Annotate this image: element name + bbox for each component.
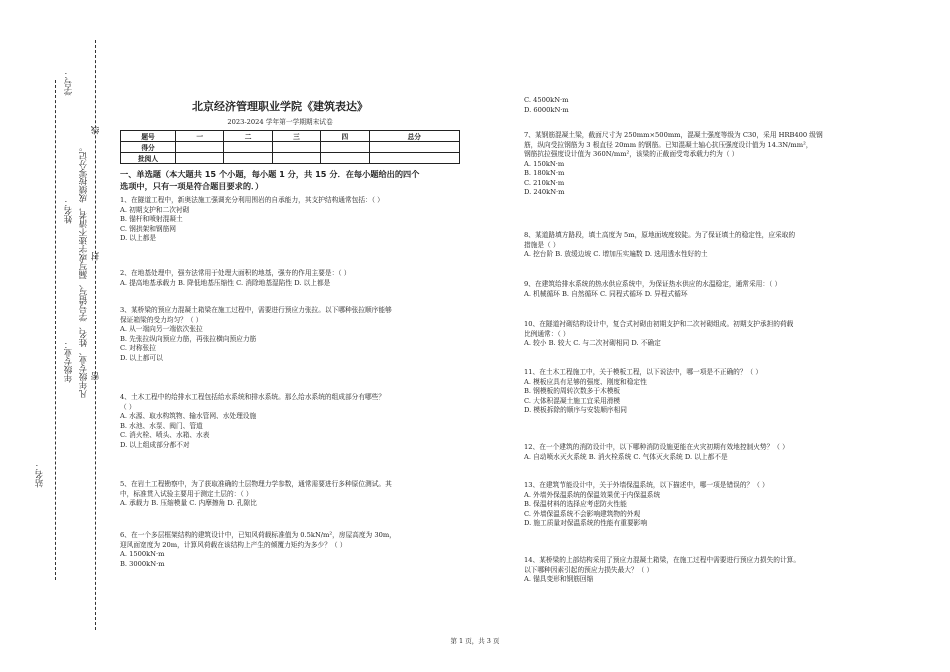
answer-option[interactable]: B. 先张拉纵向预应力筋，再张拉横向预应力筋 bbox=[120, 334, 257, 343]
answer-option[interactable]: A. 自动喷水灭火系统 B. 消火栓系统 C. 气体灭火系统 D. 以上都不是 bbox=[524, 452, 728, 461]
question-block bbox=[524, 556, 800, 585]
answer-option[interactable]: A. 提高地基承载力 B. 降低地基压缩性 C. 消除地基湿陷性 D. 以上都是 bbox=[120, 278, 331, 287]
margin-field-line bbox=[55, 80, 56, 580]
answer-option[interactable]: C. 210kN·m bbox=[524, 178, 565, 187]
question-stem: 14、某桥梁的上部结构采用了预应力混凝土箱梁，在施工过程中需要进行预应力损失的计算。 bbox=[524, 556, 801, 564]
question-stem: 钢筋抗拉强度设计值为 360N/mm²，该梁的正截面受弯承载力约为（ ） bbox=[524, 150, 739, 159]
question-stem: 4、土木工程中的给排水工程包括给水系统和排水系统。那么给水系统的组成部分有哪些？ bbox=[120, 393, 386, 401]
question-stem: 中，标准贯入试验主要用于测定土层的：（ ） bbox=[120, 489, 253, 498]
answer-option[interactable]: B. 水池、水泵、阀门、管道 bbox=[120, 421, 203, 430]
answer-option[interactable]: C. 大体积混凝土施工宜采用滑模 bbox=[524, 396, 621, 405]
margin-seal-char: 密 bbox=[91, 372, 101, 381]
question-block bbox=[524, 368, 762, 416]
answer-option[interactable]: C. 消火栓、喷头、水箱、水表 bbox=[120, 431, 210, 440]
answer-option[interactable]: C. 钢拱架和钢筋网 bbox=[120, 224, 176, 233]
reviewer-cell[interactable] bbox=[321, 153, 369, 164]
question-block bbox=[120, 480, 392, 509]
question-block bbox=[120, 531, 396, 569]
answer-option[interactable]: A. 150kN·m bbox=[524, 159, 565, 168]
score-cell[interactable] bbox=[369, 142, 460, 153]
question-block bbox=[120, 393, 385, 450]
answer-option[interactable]: A. 从一端向另一端依次张拉 bbox=[120, 325, 203, 334]
section1-heading bbox=[120, 169, 465, 193]
score-col-2: 二 bbox=[224, 131, 272, 142]
answer-option[interactable]: A. 外墙外保温系统的保温效果优于内保温系统 bbox=[524, 490, 661, 499]
question-stem: （ ） bbox=[120, 402, 136, 411]
reviewer-row-label: 批阅人 bbox=[121, 153, 176, 164]
section1-heading-line: 一、单选题（本大题共 15 个小题，每小题 1 分，共 15 分．在每小题给出的四个 bbox=[120, 169, 420, 179]
answer-option[interactable]: D. 施工质量对保温系统的性能有重要影响 bbox=[524, 519, 648, 528]
margin-warning-text: 凡年级专业、姓名、学号错写、漏写或字迹不清者，成绩按零分记。 bbox=[79, 143, 89, 398]
score-row-label: 得分 bbox=[121, 142, 176, 153]
question-block bbox=[524, 280, 781, 299]
question-stem: 5、在岩土工程勘察中，为了获取准确的土层物理力学参数，通常需要进行多种原位测试。其 bbox=[120, 480, 392, 488]
question-stem: 10、在隧道衬砌结构设计中，复合式衬砌由初期支护和二次衬砌组成。初期支护承担的荷载 bbox=[524, 320, 794, 328]
score-col-3: 三 bbox=[272, 131, 320, 142]
question-stem: 比例通常：（ ） bbox=[524, 329, 570, 338]
reviewer-cell[interactable] bbox=[272, 153, 320, 164]
answer-option[interactable]: A. 锚具变形和钢筋回缩 bbox=[524, 575, 594, 584]
question-stem: 6、在一个多层框架结构的建筑设计中，已知风荷载标准值为 0.5kN/m²，房屋高度为 30m， bbox=[120, 531, 396, 539]
margin-binding-char: 封 bbox=[91, 252, 101, 261]
question-stem: 7、某钢筋混凝土梁，截面尺寸为 250mm×500mm，混凝土强度等级为 C30，采用 HRB400 级钢 bbox=[524, 131, 823, 139]
answer-option[interactable]: D. 以上都是 bbox=[120, 234, 157, 243]
margin-grade-major-label: 年级专业： bbox=[64, 340, 74, 383]
answer-option[interactable]: D. 模板拆除的顺序与安装顺序相同 bbox=[524, 406, 627, 415]
answer-option[interactable]: D. 以上组成部分都不对 bbox=[120, 440, 190, 449]
reviewer-cell[interactable] bbox=[369, 153, 460, 164]
question-block bbox=[524, 96, 569, 115]
score-cell[interactable] bbox=[321, 142, 369, 153]
question-stem: 迎风面宽度为 20m，计算风荷载在该结构上产生的倾覆力矩约为多少？（ ） bbox=[120, 540, 347, 549]
question-block bbox=[524, 443, 789, 462]
question-stem: 措施是（ ） bbox=[524, 240, 560, 249]
answer-option[interactable]: A. 初期支护和二次衬砌 bbox=[120, 205, 190, 214]
answer-option[interactable]: A. 机械循环 B. 自然循环 C. 同程式循环 D. 异程式循环 bbox=[524, 289, 688, 298]
answer-option[interactable]: D. 240kN·m bbox=[524, 188, 565, 197]
margin-name-label: 姓名： bbox=[64, 198, 74, 224]
margin-cut-line bbox=[95, 40, 96, 630]
answer-option[interactable]: A. 1500kN·m bbox=[120, 550, 165, 559]
question-stem: 以下哪种因素引起的预应力损失最大？（ ） bbox=[524, 565, 654, 574]
question-block bbox=[120, 306, 392, 363]
score-table bbox=[120, 130, 460, 164]
margin-station-label: 站名： bbox=[35, 462, 45, 488]
reviewer-cell[interactable] bbox=[224, 153, 272, 164]
exam-subtitle: 2023-2024 学年第一学期期末试卷 bbox=[227, 118, 333, 126]
score-col-total: 总分 bbox=[369, 131, 460, 142]
answer-option[interactable]: B. 锚杆和喷射混凝土 bbox=[120, 215, 183, 224]
question-stem: 9、在建筑给排水系统的热水供应系统中，为保证热水供应的水温稳定，通常采用：（ ） bbox=[524, 280, 782, 288]
score-cell[interactable] bbox=[224, 142, 272, 153]
section1-heading-line: 选项中，只有一项是符合题目要求的．） bbox=[120, 180, 264, 191]
score-cell[interactable] bbox=[272, 142, 320, 153]
question-stem: 筋，纵向受拉钢筋为 3 根直径 20mm 的钢筋。已知混凝土轴心抗压强度设计值为 14.3N/mm²， bbox=[524, 140, 813, 149]
question-stem: 12、在一个建筑的消防设计中，以下哪种消防设施更能在火灾初期有效地控制火势？（ ） bbox=[524, 443, 789, 451]
question-block bbox=[524, 320, 793, 349]
answer-option[interactable]: C. 对称张拉 bbox=[120, 344, 156, 353]
answer-option[interactable]: B. 钢模板的周转次数多于木模板 bbox=[524, 387, 621, 396]
answer-option[interactable]: D. 以上都可以 bbox=[120, 353, 163, 362]
score-col-1: 一 bbox=[176, 131, 224, 142]
question-stem: 保证箱梁的受力均匀？（ ） bbox=[120, 315, 203, 324]
question-block bbox=[120, 269, 350, 288]
answer-option[interactable]: A. 模板应具有足够的强度、刚度和稳定性 bbox=[524, 377, 647, 386]
page-footer: 第 1 页，共 3 页 bbox=[450, 637, 500, 645]
answer-option[interactable]: B. 保温材料的选择应考虑防火性能 bbox=[524, 500, 627, 509]
answer-option[interactable]: A. 承载力 B. 压缩模量 C. 内摩擦角 D. 孔隙比 bbox=[120, 499, 257, 508]
answer-option[interactable]: B. 3000kN·m bbox=[120, 559, 165, 568]
answer-option[interactable]: D. 6000kN·m bbox=[524, 105, 569, 114]
question-stem: 1、在隧道工程中，新奥法施工强调充分利用围岩的自承能力，其支护结构通常包括：（ ） bbox=[120, 196, 384, 204]
question-block bbox=[524, 481, 769, 529]
answer-option[interactable]: A. 较小 B. 较大 C. 与二次衬砌相同 D. 不确定 bbox=[524, 339, 661, 348]
question-stem: 3、某桥梁的预应力混凝土箱梁在施工过程中，需要进行预应力张拉。以下哪种张拉顺序能够 bbox=[120, 306, 392, 314]
score-col-4: 四 bbox=[321, 131, 369, 142]
question-stem: 13、在建筑节能设计中，关于外墙保温系统，以下描述中，哪一项是错误的？（ ） bbox=[524, 481, 769, 489]
score-cell[interactable] bbox=[176, 142, 224, 153]
score-table-header-row bbox=[121, 131, 460, 142]
question-block bbox=[524, 231, 795, 260]
question-stem: 8、某道路填方路段，填土高度为 5m，原地面坡度较陡。为了保证填土的稳定性，应采取的 bbox=[524, 231, 796, 239]
question-stem: 11、在土木工程施工中，关于模板工程，以下说法中，哪一项是不正确的？（ ） bbox=[524, 368, 763, 376]
question-stem: 2、在地基处理中，强夯法常用于处理大面积的地基，强夯的作用主要是：（ ） bbox=[120, 269, 351, 277]
reviewer-cell[interactable] bbox=[176, 153, 224, 164]
answer-option[interactable]: A. 挖台阶 B. 放缓边坡 C. 增加压实遍数 D. 选用透水性好的土 bbox=[524, 250, 708, 259]
answer-option[interactable]: C. 外墙保温系统不会影响建筑物的外观 bbox=[524, 509, 641, 518]
question-block bbox=[120, 196, 384, 244]
answer-option[interactable]: A. 水源、取水构筑物、输水管网、水处理设施 bbox=[120, 412, 257, 421]
reviewer-table-row bbox=[121, 153, 460, 164]
answer-option[interactable]: B. 180kN·m bbox=[524, 169, 565, 178]
score-col-question: 题号 bbox=[121, 131, 176, 142]
answer-option[interactable]: C. 4500kN·m bbox=[524, 96, 569, 104]
question-block bbox=[524, 131, 823, 198]
score-table-row bbox=[121, 142, 460, 153]
margin-line-char: 线 bbox=[91, 126, 101, 135]
margin-student-id-label: 学号： bbox=[64, 70, 74, 96]
exam-title: 北京经济管理职业学院《建筑表达》 bbox=[192, 100, 368, 113]
